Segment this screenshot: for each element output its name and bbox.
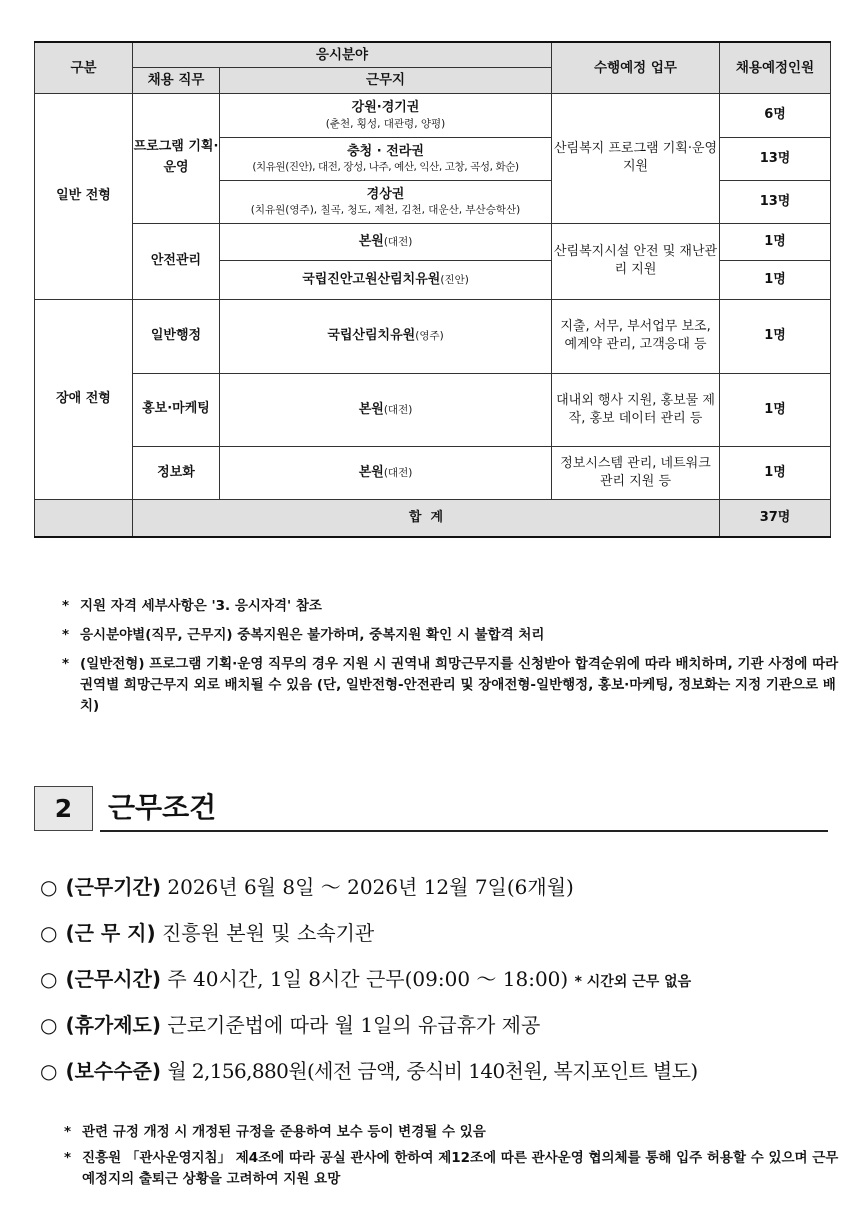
job-admin: 일반행정 (133, 299, 220, 373)
count-gw: 6명 (720, 93, 831, 137)
category-general: 일반 전형 (35, 93, 133, 299)
condition-period (40, 872, 855, 918)
condition-text: 월 2,156,880원(세전 금액, 중식비 140천원, 복지포인트 별도) (167, 1059, 698, 1083)
count-pr: 1명 (720, 373, 831, 446)
location-admin-name: 국립산림치유원 (327, 328, 416, 344)
location-safety-1-sub: (대전) (383, 235, 413, 248)
condition-location (40, 918, 855, 964)
condition-marker: ○ (40, 1013, 58, 1037)
category-disabled: 장애 전형 (35, 299, 133, 499)
note-text: 지원 자격 세부사항은 '3. 응시자격' 참조 (80, 598, 322, 614)
count-cj: 13명 (720, 137, 831, 180)
duty-admin: 지출, 서무, 부서업무 보조, 예계약 관리, 고객응대 등 (552, 299, 720, 373)
work-conditions (40, 872, 855, 1102)
condition-pay (40, 1056, 855, 1102)
location-it (220, 446, 552, 499)
condition-label: (근무시간) (65, 967, 162, 991)
location-gs (220, 180, 552, 223)
subnote-marker: * (64, 1150, 72, 1167)
duty-safety: 산림복지시설 안전 및 재난관리 지원 (552, 223, 720, 299)
header-location: 근무지 (220, 67, 552, 93)
subnote-item (64, 1122, 844, 1142)
condition-marker: ○ (40, 875, 58, 899)
location-safety-2-sub: (진안) (440, 273, 469, 286)
location-admin (220, 299, 552, 373)
location-admin-sub: (영주) (415, 330, 444, 343)
location-gw-region: 강원·경기권 (351, 100, 420, 116)
header-count: 채용예정인원 (720, 42, 831, 93)
location-gs-region: 경상권 (366, 186, 405, 202)
section-title: 근무조건 (108, 791, 217, 824)
total-empty (35, 499, 133, 537)
condition-text: 근로기준법에 따라 월 1일의 유급휴가 제공 (167, 1013, 541, 1037)
pay-notes (64, 1122, 844, 1195)
count-it: 1명 (720, 446, 831, 499)
condition-text: 주 40시간, 1일 8시간 근무(09:00 ～ 18:00) (167, 967, 569, 991)
location-safety-1-name: 본원 (358, 233, 384, 249)
note-item (62, 625, 842, 646)
condition-leave (40, 1010, 855, 1056)
count-gs: 13명 (720, 180, 831, 223)
condition-label: (휴가제도) (65, 1013, 162, 1037)
location-safety-2 (220, 260, 552, 299)
subnote-text: 관련 규정 개정 시 개정된 규정을 준용하여 보수 등이 변경될 수 있음 (82, 1124, 486, 1140)
duty-program: 산림복지 프로그램 기획·운영 지원 (552, 93, 720, 223)
location-pr (220, 373, 552, 446)
note-marker: * (62, 598, 70, 614)
location-it-sub: (대전) (383, 466, 413, 479)
section-underline (100, 830, 828, 832)
location-pr-sub: (대전) (383, 403, 413, 416)
note-text: 응시분야별(직무, 근무지) 중복지원은 불가하며, 중복지원 확인 시 불합격 처리 (80, 626, 545, 643)
condition-marker: ○ (40, 1059, 58, 1083)
header-job: 채용 직무 (133, 67, 220, 93)
total-count: 37명 (720, 499, 831, 537)
duty-it: 정보시스템 관리, 네트워크 관리 지원 등 (552, 446, 720, 499)
condition-hours (40, 964, 855, 1010)
location-gw (220, 93, 552, 137)
condition-label: (보수수준) (65, 1059, 162, 1083)
count-safety-2: 1명 (720, 260, 831, 299)
condition-marker: ○ (40, 921, 58, 945)
condition-inline-note: * 시간외 근무 없음 (574, 974, 692, 990)
duty-pr: 대내외 행사 지원, 홍보물 제작, 홍보 데이터 관리 등 (552, 373, 720, 446)
location-safety-1 (220, 223, 552, 260)
location-gw-detail: (춘천, 횡성, 대관령, 양평) (325, 117, 446, 130)
location-cj (220, 137, 552, 180)
condition-text: 2026년 6월 8일 ～ 2026년 12월 7일(6개월) (167, 875, 574, 899)
total-label: 합 계 (133, 499, 720, 537)
note-marker: * (62, 626, 70, 643)
count-safety-1: 1명 (720, 223, 831, 260)
condition-marker: ○ (40, 967, 58, 991)
subnote-item (64, 1148, 844, 1189)
location-safety-2-name: 국립진안고원산림치유원 (302, 271, 441, 287)
subnote-text: 진흥원 「관사운영지침」 제4조에 따라 공실 관사에 한하여 제12조에 따른 관사운영 협의체를 통해 입주 허용할 수 있으며 근무 예정지의 출퇴근 상황을 고려하여 지원 요망 (82, 1150, 839, 1187)
note-item (62, 596, 842, 617)
condition-label: (근 무 지) (65, 921, 156, 945)
section-number: 2 (34, 786, 93, 831)
job-safety: 안전관리 (133, 223, 220, 299)
location-cj-detail: (치유원(진안), 대전, 장성, 나주, 예산, 익산, 고창, 곡성, 화순) (252, 161, 519, 174)
condition-text: 진흥원 본원 및 소속기관 (161, 921, 375, 945)
note-marker: * (62, 655, 70, 672)
table-notes (62, 596, 842, 725)
header-duty: 수행예정 업무 (552, 42, 720, 93)
section-header (34, 786, 828, 831)
note-item (62, 654, 842, 717)
header-field: 응시분야 (133, 42, 552, 67)
location-pr-name: 본원 (358, 401, 384, 417)
job-pr: 홍보·마케팅 (133, 373, 220, 446)
location-it-name: 본원 (358, 464, 384, 480)
count-admin: 1명 (720, 299, 831, 373)
recruitment-table (34, 41, 831, 538)
header-category: 구분 (35, 42, 133, 93)
note-text: (일반전형) 프로그램 기획·운영 직무의 경우 지원 시 권역내 희망근무지를 신청받아 합격순위에 따라 배치하며, 기관 사정에 따라 권역별 희망근무지 외로 배치될 수 있음 (단, 일반전형-안전관리 및 장애전형-일반행정, 홍보·마케팅, 정보화는 지정 기관으로 배치) (80, 655, 839, 714)
location-gs-detail: (치유원(영주), 칠곡, 청도, 제천, 김천, 대운산, 부산승학산) (250, 204, 521, 217)
job-program: 프로그램 기획·운영 (133, 93, 220, 223)
condition-label: (근무기간) (65, 875, 162, 899)
subnote-marker: * (64, 1124, 72, 1140)
job-it: 정보화 (133, 446, 220, 499)
location-cj-region: 충청 · 전라권 (347, 143, 424, 159)
